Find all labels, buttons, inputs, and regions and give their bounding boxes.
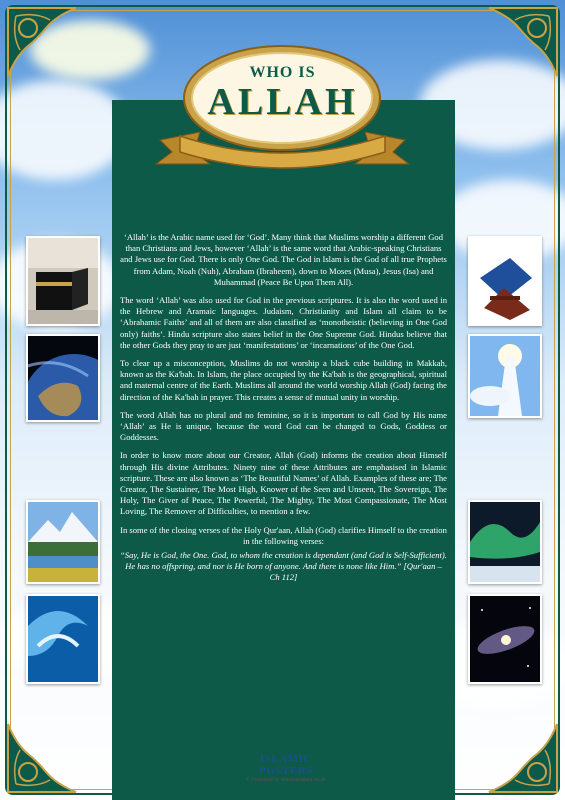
body-text (120, 232, 447, 591)
title-line-1: WHO IS (249, 64, 316, 81)
kaaba-photo (26, 236, 100, 326)
paragraph: To clear up a misconception, Muslims do not worship a black cube building in Makkah, known as the Ka'bah. In Islam, the place occupied by the Ka'bah is the geographical, spiritual and maternal centre of the Earth. Muslims all around the world worship Allah (God) facing the direction of the Ka'bah in prayer. This creates a sense of mutual unity in worship. (120, 358, 447, 402)
paragraph: ‘Allah’ is the Arabic name used for ‘God’. Many think that Muslims worship a different God than Christians and Jews, however ‘Allah’ is the same word that Arabic-speaking Christians and Jews use for God. There is only One God. The God in Islam is the God of all true Prophets from Adam, Noah (Nuh), Abraham (Ibraheem), down to Moses (Musa), Jesus (Isa) and Muhammad (Peace Be Upon Them All). (120, 232, 447, 287)
quran-photo (468, 236, 542, 326)
content-panel (112, 100, 455, 800)
corner-ornament-icon (6, 6, 78, 78)
paragraph: The word ‘Allah’ was also used for God in the previous scriptures. It is also the word used in the Hebrew and Aramaic languages. Judaism, Christianity and Islam all claim to be ‘Abrahamic Faiths’ and all of them are also classified as ‘monotheistic (believing in One God only) faiths’. Hindu scripture also states belief in the One Supreme God. Hindus believe that the other Gods they pray to are just ‘manifestations’ or ‘incarnations’ of the One God. (120, 295, 447, 350)
page-title: ALLAH (207, 81, 358, 123)
paragraph: In order to know more about our Creator, Allah (God) informs the creation about Himself through His divine Attributes. Ninety nine of these Attributes are emphasised in Islamic scripture. These are also known as ‘The Beautiful Names’ of Allah. Examples of these are; The Creator, The Sustainer, The Most High, Knower of the Seen and Unseen, The Sovereign, The Holy, The Giver of Peace, The Powerful, The Mighty, The Most Compassionate, The Most Loving, The Remover of Difficulties, to mention a few. (120, 450, 447, 517)
paragraph: The word Allah has no plural and no feminine, so it is important to call God by His name ‘Allah’ as He is unique, because the word God can be changed to Gods, Goddess or Goddesses. (120, 409, 447, 443)
corner-ornament-icon (487, 722, 559, 794)
mountain-lake-photo (26, 500, 100, 584)
paragraph: In some of the closing verses of the Holy Qur'aan, Allah (God) clarifies Himself to the creation in the following verses: (120, 524, 447, 546)
islamic-posters-logo (236, 753, 336, 793)
stairway-photo (468, 334, 542, 418)
corner-ornament-icon (487, 6, 559, 78)
aurora-photo (468, 500, 542, 584)
logo-credit: © Produced by islamicposters.co.uk (246, 777, 326, 783)
earth-photo (26, 334, 100, 422)
galaxy-photo (468, 594, 542, 684)
wave-photo (26, 594, 100, 684)
logo-name: ISLAMIC POSTERS (259, 753, 313, 777)
corner-ornament-icon (6, 722, 78, 794)
quran-quote: “Say, He is God, the One. God, to whom the creation is dependant (and God is Self-Sufficient). He has no offspring, and nor is He born of anyone. And there is none like Him.” [Qur'aan – Ch 112] (120, 550, 447, 583)
